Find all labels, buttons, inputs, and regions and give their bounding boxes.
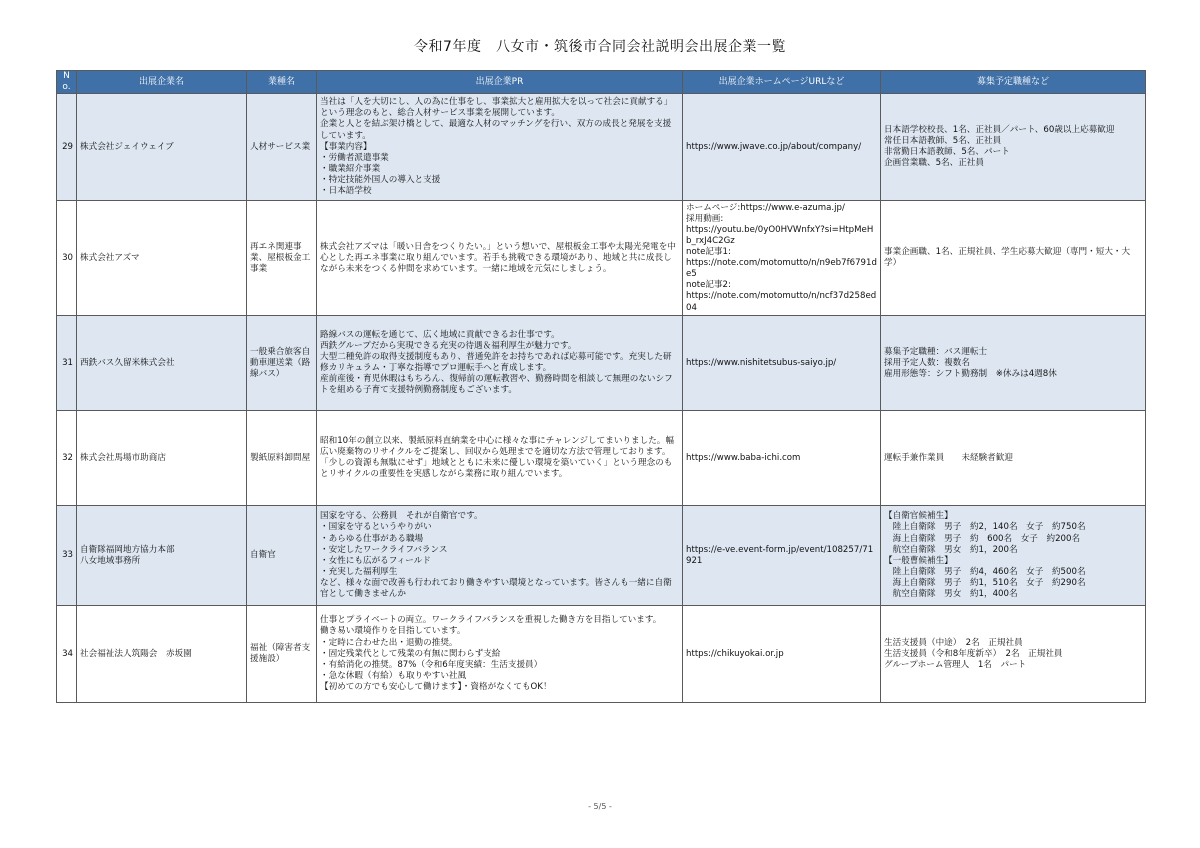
cell-jobs-line: 運転手兼作業員 未経験者歓迎 <box>884 452 1013 463</box>
cell-pr <box>317 606 683 703</box>
cell-industry-line: 自衛官 <box>250 550 276 561</box>
cell-jobs-line: 【一般曹候補生】 <box>884 555 953 566</box>
col-header-url: 出展企業ホームページURLなど <box>683 71 881 94</box>
cell-jobs <box>881 506 1146 606</box>
table-row <box>57 606 1146 703</box>
cell-pr-line: 仕事とプライベートの両立。ワークライフバランスを重視した働き方を目指しています。 <box>320 615 662 626</box>
page-title: 令和7年度 八女市・筑後市合同会社説明会出展企業一覧 <box>414 39 786 55</box>
col-header-no: No. <box>57 71 77 94</box>
cell-pr-line: 当社は「人を大切にし、人の為に仕事をし、事業拡大と雇用拡大を以って社会に貢献する」という理念のもと、総合人材サービス事業を展開しています。 <box>320 97 673 119</box>
cell-pr <box>317 316 683 411</box>
cell-url-line[interactable]: note記事1: <box>686 247 731 258</box>
cell-pr-line: ・有給消化の推奨。87%（令和6年度実績：生活支援員） <box>320 659 543 670</box>
table-row <box>57 411 1146 506</box>
cell-pr <box>317 506 683 606</box>
cell-url[interactable] <box>683 94 881 201</box>
cell-company-name <box>77 316 247 411</box>
cell-industry <box>247 606 317 703</box>
cell-url-line[interactable]: https://www.baba-ichi.com <box>686 452 801 463</box>
cell-pr-line: など、様々な面で改善も行われており働きやすい環境となっています。皆さんも一緒に自衛官として働きませんか <box>320 577 672 599</box>
cell-company-name <box>77 201 247 316</box>
cell-url-line[interactable]: https://chikuyokai.or.jp <box>686 648 784 659</box>
cell-pr-line: 【事業内容】 <box>320 141 372 152</box>
cell-pr-line: 大型二種免許の取得支援制度もあり、普通免許をお持ちであれば応募可能です。充実した研修カリキュラム・丁寧な指導でプロ運転手へと育成します。 <box>320 352 672 374</box>
cell-pr-line: 西鉄グループだから実現できる充実の待遇＆福利厚生が魅力です。 <box>320 341 577 351</box>
cell-pr-line: ・女性にも広がるフィールド <box>320 555 431 566</box>
cell-jobs-line: 海上自衛隊 男子 約 600名 女子 約200名 <box>884 533 1081 544</box>
page-number: - 5/5 - <box>588 802 612 811</box>
cell-company-name-line: 西鉄バス久留米株式会社 <box>80 357 175 368</box>
cell-industry-line: 一般乗合旅客自動車運送業（路線バス） <box>250 346 311 379</box>
cell-pr-line: ・職業紹介事業 <box>320 163 381 174</box>
cell-pr-line: ・固定残業代として残業の有無に関わらず支給 <box>320 648 501 659</box>
cell-company-name <box>77 606 247 703</box>
table-row <box>57 506 1146 606</box>
cell-jobs <box>881 94 1146 201</box>
cell-industry <box>247 411 317 506</box>
cell-jobs-line: 生活支援員（中途） 2名 正規社員 <box>884 637 1023 648</box>
cell-url[interactable] <box>683 506 881 606</box>
cell-pr-line: ・特定技能外国人の導入と支援 <box>320 174 441 185</box>
cell-company-name <box>77 506 247 606</box>
cell-pr-line: ・あらゆる仕事がある職場 <box>320 533 424 544</box>
cell-jobs-line: 日本語学校校長、1名、正社員／パート、60歳以上応募歓迎 <box>884 125 1115 135</box>
cell-no: 30 <box>57 201 77 316</box>
cell-pr <box>317 411 683 506</box>
table-body <box>57 94 1146 703</box>
col-header-company: 出展企業名 <box>77 71 247 94</box>
cell-pr-line: ・充実した福利厚生 <box>320 566 398 577</box>
cell-jobs-line: 陸上自衛隊 男子 約2，140名 女子 約750名 <box>884 522 1086 533</box>
cell-pr <box>317 201 683 316</box>
cell-pr-line: 路線バスの運転を通じて、広く地域に貢献できるお仕事です。 <box>320 329 560 340</box>
cell-company-name-line: 株式会社アズマ <box>80 252 140 263</box>
cell-jobs <box>881 201 1146 316</box>
cell-pr-line: 産前産後・育児休暇はもちろん、復帰前の運転教習や、勤務時間を相談して無理のないシフトを組める子育て支援特例勤務制度もございます。 <box>320 374 673 396</box>
cell-industry-line: 福祉（障害者支援施設） <box>250 643 311 665</box>
cell-pr-line: 【初めての方でも安心して働けます】・資格がなくてもOK！ <box>320 681 552 692</box>
cell-url-line[interactable]: ホームページ:https://www.e-azuma.jp/ <box>686 202 845 213</box>
cell-url-line[interactable]: https://www.nishitetsubus-saiyo.jp/ <box>686 357 837 368</box>
cell-jobs-line: 航空自衛隊 男女 約1，200名 <box>884 544 1018 555</box>
cell-no: 33 <box>57 506 77 606</box>
cell-pr-line: 企業と人とを結ぶ架け橋として、最適な人材のマッチングを行い、双方の成長と発展を支援しています。 <box>320 119 672 141</box>
cell-jobs-line: 募集予定職種：バス運転士 <box>884 346 988 357</box>
table-header-row <box>57 71 1146 94</box>
cell-industry <box>247 201 317 316</box>
cell-no: 32 <box>57 411 77 506</box>
cell-jobs-line: グループホーム管理人 1名 パート <box>884 659 1027 670</box>
cell-industry <box>247 94 317 201</box>
cell-industry-line: 人材サービス業 <box>250 141 311 152</box>
cell-pr-line: ・定時に合わせた出・退勤の推奨。 <box>320 637 458 648</box>
col-header-industry: 業種名 <box>247 71 317 94</box>
cell-pr <box>317 94 683 201</box>
cell-industry <box>247 506 317 606</box>
cell-pr-line: 昭和10年の創立以来、製紙原料直納業を中心に様々な事にチャレンジしてまいりました。幅広い廃棄物のリサイクルをご提案し、回収から処理までを適切な方法で管理しております。「少しの資源も無駄にせず」地域とともに未来に優しい環境を築いていく」という理念のもとリサイクルの重要性を実感しながら業務に取り組んでいます。 <box>320 436 674 480</box>
cell-jobs-line: 【自衛官候補生】 <box>884 511 953 522</box>
cell-no: 29 <box>57 94 77 201</box>
cell-pr-line: ・安定したワークライフバランス <box>320 544 448 555</box>
cell-jobs-line: 非常勤日本語教師、5名、パート <box>884 147 1010 158</box>
cell-pr-line: 国家を守る、公務員 それが自衛官です。 <box>320 511 483 522</box>
cell-jobs-line: 陸上自衛隊 男子 約4，460名 女子 約500名 <box>884 566 1086 577</box>
cell-url-line[interactable]: https://note.com/motomutto/n/n9eb7f6791de5 <box>686 258 877 280</box>
cell-url-line[interactable]: https://note.com/motomutto/n/ncf37d258ed04 <box>686 291 877 313</box>
cell-jobs-line: 常任日本語教師、5名、正社員 <box>884 136 1002 147</box>
cell-pr-line: ・急な休暇（有給）も取りやすい社風 <box>320 670 467 681</box>
cell-jobs-line: 企画営業職、5名、正社員 <box>884 158 984 169</box>
cell-jobs-line: 航空自衛隊 男女 約1，400名 <box>884 588 1018 599</box>
cell-no: 31 <box>57 316 77 411</box>
cell-pr-line: ・労働者派遣事業 <box>320 152 389 163</box>
table-row <box>57 94 1146 201</box>
cell-url[interactable] <box>683 316 881 411</box>
cell-pr-line: ・日本語学校 <box>320 186 372 197</box>
cell-pr-line: 株式会社アズマは「暖い日舎をつくりたい。」という想いで、屋根板金工事や太陽光発電を中心とした再エネ事業に取り組んでいます。若手も挑戦できる環境があり、地域と共に成長しながら未来をつくる仲間を求めています。一緒に地域を元気にしましょう。 <box>320 241 676 274</box>
cell-company-name-line: 八女地域事務所 <box>80 555 141 566</box>
cell-url-line[interactable]: note記事2: <box>686 280 731 291</box>
cell-jobs-line: 生活支援員（令和8年度新卒） 2名 正規社員 <box>884 648 1063 659</box>
cell-industry-line: 製紙原料卸問屋 <box>250 452 311 463</box>
exhibitor-table <box>56 70 1146 703</box>
cell-url-line[interactable]: 採用動画: <box>686 213 724 224</box>
cell-url-line[interactable]: https://www.jwave.co.jp/about/company/ <box>686 141 862 152</box>
cell-company-name <box>77 411 247 506</box>
table-row <box>57 201 1146 316</box>
col-header-pr: 出展企業PR <box>317 71 683 94</box>
cell-url-line[interactable]: https://youtu.be/0yO0HVWnfxY?si=HtpMeHb_rxJ4C2Gz <box>686 224 874 246</box>
table-row <box>57 316 1146 411</box>
cell-company-name-line: 自衛隊福岡地方協力本部 <box>80 544 175 555</box>
cell-jobs <box>881 316 1146 411</box>
cell-jobs <box>881 411 1146 506</box>
cell-company-name-line: 株式会社ジェイウェイブ <box>80 141 174 152</box>
cell-url-line[interactable]: https://e-ve.event-form.jp/event/108257/71921 <box>686 544 874 566</box>
cell-url[interactable] <box>683 201 881 316</box>
cell-industry <box>247 316 317 411</box>
cell-pr-line: 働き易い環境作りを目指しています。 <box>320 626 466 637</box>
cell-industry-line: 再エネ関連事業、屋根板金工事業 <box>250 241 311 274</box>
cell-url[interactable] <box>683 606 881 703</box>
col-header-jobs: 募集予定職種など <box>881 71 1146 94</box>
cell-no: 34 <box>57 606 77 703</box>
cell-jobs-line: 雇用形態等：シフト勤務制 ※休みは4週8休 <box>884 368 1057 379</box>
cell-pr-line: ・国家を守るというやりがい <box>320 522 432 533</box>
cell-jobs-line: 採用予定人数：複数名 <box>884 357 970 368</box>
cell-company-name <box>77 94 247 201</box>
cell-jobs <box>881 606 1146 703</box>
cell-jobs-line: 海上自衛隊 男子 約1，510名 女子 約290名 <box>884 577 1086 588</box>
cell-company-name-line: 株式会社馬場市助商店 <box>80 452 166 463</box>
cell-company-name-line: 社会福祉法人筑陽会 赤坂園 <box>80 648 192 659</box>
cell-url[interactable] <box>683 411 881 506</box>
cell-jobs-line: 事業企画職、1名、正規社員、学生応募大歓迎（専門・短大・大学） <box>884 247 1131 269</box>
